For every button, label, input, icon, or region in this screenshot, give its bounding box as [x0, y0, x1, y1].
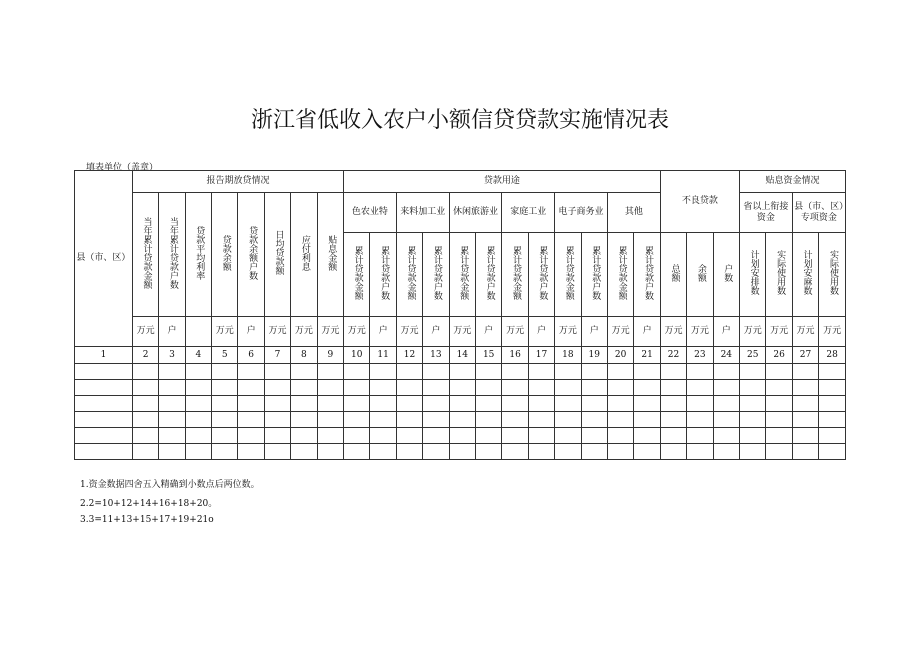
table-cell[interactable] — [528, 396, 554, 412]
use-sub-header: 累计贷款金额 — [405, 245, 416, 300]
table-cell[interactable] — [344, 444, 370, 460]
table-cell[interactable] — [792, 396, 818, 412]
table-cell[interactable] — [185, 444, 211, 460]
use-sub-header: 累计贷款户数 — [484, 245, 495, 300]
table-cell[interactable] — [159, 364, 185, 380]
unit-cell: 万元 — [449, 317, 475, 347]
column-number: 16 — [502, 347, 528, 364]
column-number: 25 — [740, 347, 766, 364]
column-number: 23 — [687, 347, 713, 364]
use-sub-header: 累计贷款金额 — [458, 245, 469, 300]
column-number: 3 — [159, 347, 185, 364]
table-cell[interactable] — [238, 380, 264, 396]
column-number-row — [75, 347, 846, 364]
table-cell[interactable] — [766, 380, 792, 396]
table-cell[interactable] — [423, 396, 449, 412]
table-cell[interactable] — [475, 444, 501, 460]
table-cell[interactable] — [185, 428, 211, 444]
table-cell[interactable] — [475, 412, 501, 428]
col-header: 贷款余额户数 — [247, 225, 258, 280]
use-sub-header: 累计贷款户数 — [643, 245, 654, 300]
table-cell[interactable] — [687, 444, 713, 460]
col-header: 应付利息 — [299, 234, 310, 271]
table-cell[interactable] — [132, 364, 158, 380]
table-cell[interactable] — [264, 428, 290, 444]
table-cell[interactable] — [792, 364, 818, 380]
subsidy-col-header: 实际使用数 — [828, 250, 839, 296]
table-cell[interactable] — [502, 396, 528, 412]
bad-col-header: 余额 — [695, 263, 706, 282]
column-number: 7 — [264, 347, 290, 364]
table-cell[interactable] — [396, 396, 422, 412]
table-cell[interactable] — [396, 428, 422, 444]
column-number: 6 — [238, 347, 264, 364]
col-header: 日均贷款额 — [273, 230, 284, 276]
table-cell[interactable] — [159, 412, 185, 428]
table-cell[interactable] — [344, 396, 370, 412]
table-cell[interactable] — [819, 444, 846, 460]
group-bad-header: 不良贷款 — [660, 171, 739, 233]
table-cell[interactable] — [792, 412, 818, 428]
column-number: 22 — [660, 347, 686, 364]
column-number: 28 — [819, 347, 846, 364]
table-cell[interactable] — [132, 428, 158, 444]
table-cell[interactable] — [317, 364, 343, 380]
blank-rows — [75, 364, 846, 460]
table-cell[interactable] — [212, 412, 238, 428]
table-cell[interactable] — [370, 428, 396, 444]
table-cell[interactable] — [660, 396, 686, 412]
note-1: 1.资金数据四舍五入精确到小数点后两位数。 — [80, 480, 260, 490]
column-number: 8 — [291, 347, 317, 364]
table-cell[interactable] — [317, 380, 343, 396]
unit-cell: 万元 — [291, 317, 317, 347]
table-cell[interactable] — [291, 444, 317, 460]
table-cell[interactable] — [185, 380, 211, 396]
table-cell[interactable] — [449, 428, 475, 444]
table-row — [75, 428, 846, 444]
table-cell[interactable] — [502, 380, 528, 396]
table-cell[interactable] — [581, 444, 607, 460]
table-cell[interactable] — [528, 380, 554, 396]
column-number: 11 — [370, 347, 396, 364]
table-cell[interactable] — [581, 364, 607, 380]
use-group: 其他 — [607, 193, 660, 233]
table-cell[interactable] — [660, 364, 686, 380]
table-cell[interactable] — [740, 396, 766, 412]
unit-cell: 万元 — [132, 317, 158, 347]
use-group: 休闲旅游业 — [449, 193, 502, 233]
column-number: 1 — [75, 347, 133, 364]
table-cell[interactable] — [634, 444, 660, 460]
table-cell[interactable] — [581, 428, 607, 444]
table-cell[interactable] — [792, 380, 818, 396]
table-row — [75, 444, 846, 460]
table-cell[interactable] — [75, 396, 133, 412]
table-cell[interactable] — [634, 380, 660, 396]
table-cell[interactable] — [291, 364, 317, 380]
table-cell[interactable] — [581, 412, 607, 428]
use-sub-header: 累计贷款金额 — [563, 245, 574, 300]
table-cell[interactable] — [475, 396, 501, 412]
table-cell[interactable] — [502, 428, 528, 444]
table-cell[interactable] — [449, 364, 475, 380]
table-cell[interactable] — [185, 364, 211, 380]
column-number: 18 — [555, 347, 581, 364]
table-cell[interactable] — [370, 380, 396, 396]
group-subsidy-header: 贴息资金情况 — [740, 171, 846, 193]
use-group: 电子商务业 — [555, 193, 608, 233]
table-cell[interactable] — [713, 396, 739, 412]
table-cell[interactable] — [766, 412, 792, 428]
table-cell[interactable] — [660, 380, 686, 396]
table-cell[interactable] — [132, 444, 158, 460]
unit-cell: 万元 — [660, 317, 686, 347]
table-cell[interactable] — [687, 428, 713, 444]
table-cell[interactable] — [449, 444, 475, 460]
table-cell[interactable] — [344, 380, 370, 396]
column-number: 10 — [344, 347, 370, 364]
table-cell[interactable] — [291, 380, 317, 396]
table-cell[interactable] — [607, 364, 633, 380]
table-cell[interactable] — [396, 380, 422, 396]
table-row — [75, 396, 846, 412]
table-cell[interactable] — [581, 380, 607, 396]
table-cell[interactable] — [185, 396, 211, 412]
column-number: 21 — [634, 347, 660, 364]
column-number: 20 — [607, 347, 633, 364]
table-cell[interactable] — [264, 364, 290, 380]
unit-cell: 万元 — [819, 317, 846, 347]
table-cell[interactable] — [291, 412, 317, 428]
table-cell[interactable] — [75, 380, 133, 396]
table-cell[interactable] — [212, 428, 238, 444]
table-cell[interactable] — [238, 364, 264, 380]
table-cell[interactable] — [291, 428, 317, 444]
table-cell[interactable] — [607, 396, 633, 412]
column-number: 4 — [185, 347, 211, 364]
table-cell[interactable] — [264, 396, 290, 412]
unit-cell — [185, 317, 211, 347]
unit-cell: 万元 — [212, 317, 238, 347]
table-cell[interactable] — [713, 428, 739, 444]
subsidy-col-header: 实际使用数 — [775, 250, 786, 296]
unit-cell: 万元 — [396, 317, 422, 347]
table-cell[interactable] — [819, 364, 846, 380]
table-cell[interactable] — [159, 380, 185, 396]
subsidy-group: 省以上衔接资金 — [740, 193, 793, 233]
table-cell[interactable] — [740, 412, 766, 428]
table-cell[interactable] — [766, 428, 792, 444]
column-number: 17 — [528, 347, 554, 364]
table-cell[interactable] — [291, 396, 317, 412]
table-cell[interactable] — [792, 444, 818, 460]
table-cell[interactable] — [660, 412, 686, 428]
unit-cell: 户 — [634, 317, 660, 347]
table-cell[interactable] — [819, 412, 846, 428]
group-report-header: 报告期放贷情况 — [132, 171, 343, 193]
table-cell[interactable] — [687, 380, 713, 396]
table-cell[interactable] — [555, 396, 581, 412]
unit-cell: 万元 — [555, 317, 581, 347]
use-group: 来料加工业 — [396, 193, 449, 233]
table-cell[interactable] — [581, 396, 607, 412]
bad-col-header: 总额 — [669, 263, 680, 282]
table-cell[interactable] — [713, 364, 739, 380]
use-group: 色农业特 — [344, 193, 397, 233]
table-cell[interactable] — [555, 428, 581, 444]
table-cell[interactable] — [687, 412, 713, 428]
unit-cell: 户 — [475, 317, 501, 347]
unit-cell: 万元 — [317, 317, 343, 347]
table-cell[interactable] — [238, 412, 264, 428]
unit-cell: 户 — [370, 317, 396, 347]
column-number: 27 — [792, 347, 818, 364]
table-cell[interactable] — [766, 444, 792, 460]
column-number: 19 — [581, 347, 607, 364]
unit-cell: 万元 — [264, 317, 290, 347]
table-cell[interactable] — [212, 364, 238, 380]
table-cell[interactable] — [317, 428, 343, 444]
unit-cell: 户 — [528, 317, 554, 347]
table-cell[interactable] — [766, 364, 792, 380]
use-sub-header: 累计贷款金额 — [511, 245, 522, 300]
table-cell[interactable] — [528, 428, 554, 444]
column-number: 2 — [132, 347, 158, 364]
table-cell[interactable] — [740, 364, 766, 380]
table-cell[interactable] — [555, 380, 581, 396]
column-number: 26 — [766, 347, 792, 364]
table-cell[interactable] — [264, 444, 290, 460]
table-cell[interactable] — [75, 428, 133, 444]
table-cell[interactable] — [317, 444, 343, 460]
table-cell[interactable] — [634, 428, 660, 444]
unit-cell: 万元 — [344, 317, 370, 347]
table-cell[interactable] — [238, 396, 264, 412]
table-cell[interactable] — [449, 380, 475, 396]
unit-cell: 户 — [581, 317, 607, 347]
table-cell[interactable] — [344, 364, 370, 380]
use-sub-header: 累计贷款户数 — [379, 245, 390, 300]
table-cell[interactable] — [607, 412, 633, 428]
table-cell[interactable] — [132, 380, 158, 396]
table-cell[interactable] — [396, 364, 422, 380]
table-cell[interactable] — [502, 364, 528, 380]
unit-cell: 万元 — [687, 317, 713, 347]
table-cell[interactable] — [475, 364, 501, 380]
use-sub-header: 累计贷款户数 — [590, 245, 601, 300]
table-cell[interactable] — [396, 444, 422, 460]
units-row — [75, 317, 846, 347]
table-cell[interactable] — [475, 428, 501, 444]
column-number: 13 — [423, 347, 449, 364]
table-cell[interactable] — [766, 396, 792, 412]
table-cell[interactable] — [212, 396, 238, 412]
table-cell[interactable] — [159, 396, 185, 412]
table-cell[interactable] — [370, 364, 396, 380]
unit-cell: 户 — [423, 317, 449, 347]
table-cell[interactable] — [607, 380, 633, 396]
table-cell[interactable] — [370, 444, 396, 460]
table-cell[interactable] — [607, 444, 633, 460]
unit-cell: 户 — [713, 317, 739, 347]
unit-cell: 万元 — [502, 317, 528, 347]
use-sub-header: 累计贷款户数 — [431, 245, 442, 300]
col-header: 当年累计贷款户数 — [167, 216, 178, 289]
use-sub-header: 累计贷款金额 — [616, 245, 627, 300]
table-cell[interactable] — [792, 428, 818, 444]
table-cell[interactable] — [660, 428, 686, 444]
table-cell[interactable] — [713, 412, 739, 428]
table-cell[interactable] — [317, 396, 343, 412]
table-cell[interactable] — [159, 428, 185, 444]
col-header: 当年累计贷款金额 — [141, 216, 152, 289]
table-row — [75, 412, 846, 428]
table-cell[interactable] — [238, 444, 264, 460]
column-number: 15 — [475, 347, 501, 364]
table-cell[interactable] — [634, 364, 660, 380]
table-cell[interactable] — [344, 428, 370, 444]
report-table — [74, 170, 846, 460]
column-number: 14 — [449, 347, 475, 364]
table-cell[interactable] — [75, 364, 133, 380]
table-cell[interactable] — [75, 444, 133, 460]
col-header: 贷款余额 — [220, 234, 231, 271]
table-cell[interactable] — [212, 380, 238, 396]
col-header: 贷款平均利率 — [194, 225, 205, 280]
table-cell[interactable] — [212, 444, 238, 460]
table-cell[interactable] — [740, 444, 766, 460]
column-number: 24 — [713, 347, 739, 364]
table-cell[interactable] — [449, 412, 475, 428]
table-cell[interactable] — [264, 412, 290, 428]
table-cell[interactable] — [423, 444, 449, 460]
table-cell[interactable] — [819, 428, 846, 444]
unit-cell: 户 — [159, 317, 185, 347]
table-cell[interactable] — [159, 444, 185, 460]
table-cell[interactable] — [555, 412, 581, 428]
table-cell[interactable] — [555, 364, 581, 380]
unit-label: 填表单位（盖章） — [86, 163, 159, 173]
table-cell[interactable] — [607, 428, 633, 444]
table-cell[interactable] — [317, 412, 343, 428]
column-number: 5 — [212, 347, 238, 364]
table-cell[interactable] — [634, 412, 660, 428]
subsidy-col-header: 计划安排数 — [748, 250, 759, 296]
table-cell[interactable] — [475, 380, 501, 396]
table-cell[interactable] — [502, 444, 528, 460]
use-group: 家庭工业 — [502, 193, 555, 233]
table-cell[interactable] — [423, 380, 449, 396]
unit-cell: 万元 — [766, 317, 792, 347]
table-cell[interactable] — [740, 428, 766, 444]
county-header: 县（市、区） — [75, 171, 133, 347]
table-cell[interactable] — [344, 412, 370, 428]
table-cell[interactable] — [264, 380, 290, 396]
table-cell[interactable] — [819, 396, 846, 412]
table-cell[interactable] — [687, 364, 713, 380]
table-cell[interactable] — [370, 412, 396, 428]
table-cell[interactable] — [713, 444, 739, 460]
table-cell[interactable] — [687, 396, 713, 412]
table-row — [75, 364, 846, 380]
table-cell[interactable] — [528, 444, 554, 460]
table-cell[interactable] — [713, 380, 739, 396]
table-cell[interactable] — [185, 412, 211, 428]
table-cell[interactable] — [555, 444, 581, 460]
table-row — [75, 380, 846, 396]
table-cell[interactable] — [370, 396, 396, 412]
unit-cell: 户 — [238, 317, 264, 347]
table-cell[interactable] — [423, 412, 449, 428]
table-cell[interactable] — [528, 412, 554, 428]
subsidy-col-header: 计划安麻数 — [801, 250, 812, 296]
subsidy-group: 县（市、区）专项资金 — [792, 193, 845, 233]
table-cell[interactable] — [740, 380, 766, 396]
column-number: 9 — [317, 347, 343, 364]
unit-cell: 万元 — [607, 317, 633, 347]
unit-cell: 万元 — [792, 317, 818, 347]
table-cell[interactable] — [423, 428, 449, 444]
table-cell[interactable] — [132, 412, 158, 428]
bad-col-header: 户数 — [722, 263, 733, 282]
note-3: 3.3=11+13+15+17+19+21o — [80, 515, 214, 525]
unit-cell: 万元 — [740, 317, 766, 347]
col-header: 贴息金额 — [326, 234, 337, 271]
table-cell[interactable] — [449, 396, 475, 412]
column-number: 12 — [396, 347, 422, 364]
table-cell[interactable] — [75, 412, 133, 428]
table-cell[interactable] — [423, 364, 449, 380]
table-cell[interactable] — [502, 412, 528, 428]
table-cell[interactable] — [396, 412, 422, 428]
table-cell[interactable] — [528, 364, 554, 380]
note-2: 2.2=10+12+14+16+18+20。 — [80, 499, 218, 509]
use-sub-header: 累计贷款金额 — [352, 245, 363, 300]
group-use-header: 贷款用途 — [344, 171, 661, 193]
table-cell[interactable] — [634, 396, 660, 412]
table-cell[interactable] — [132, 396, 158, 412]
table-cell[interactable] — [819, 380, 846, 396]
page-title: 浙江省低收入农户小额信贷贷款实施情况表 — [250, 108, 669, 133]
table-cell[interactable] — [238, 428, 264, 444]
use-sub-header: 累计贷款户数 — [537, 245, 548, 300]
table-cell[interactable] — [660, 444, 686, 460]
